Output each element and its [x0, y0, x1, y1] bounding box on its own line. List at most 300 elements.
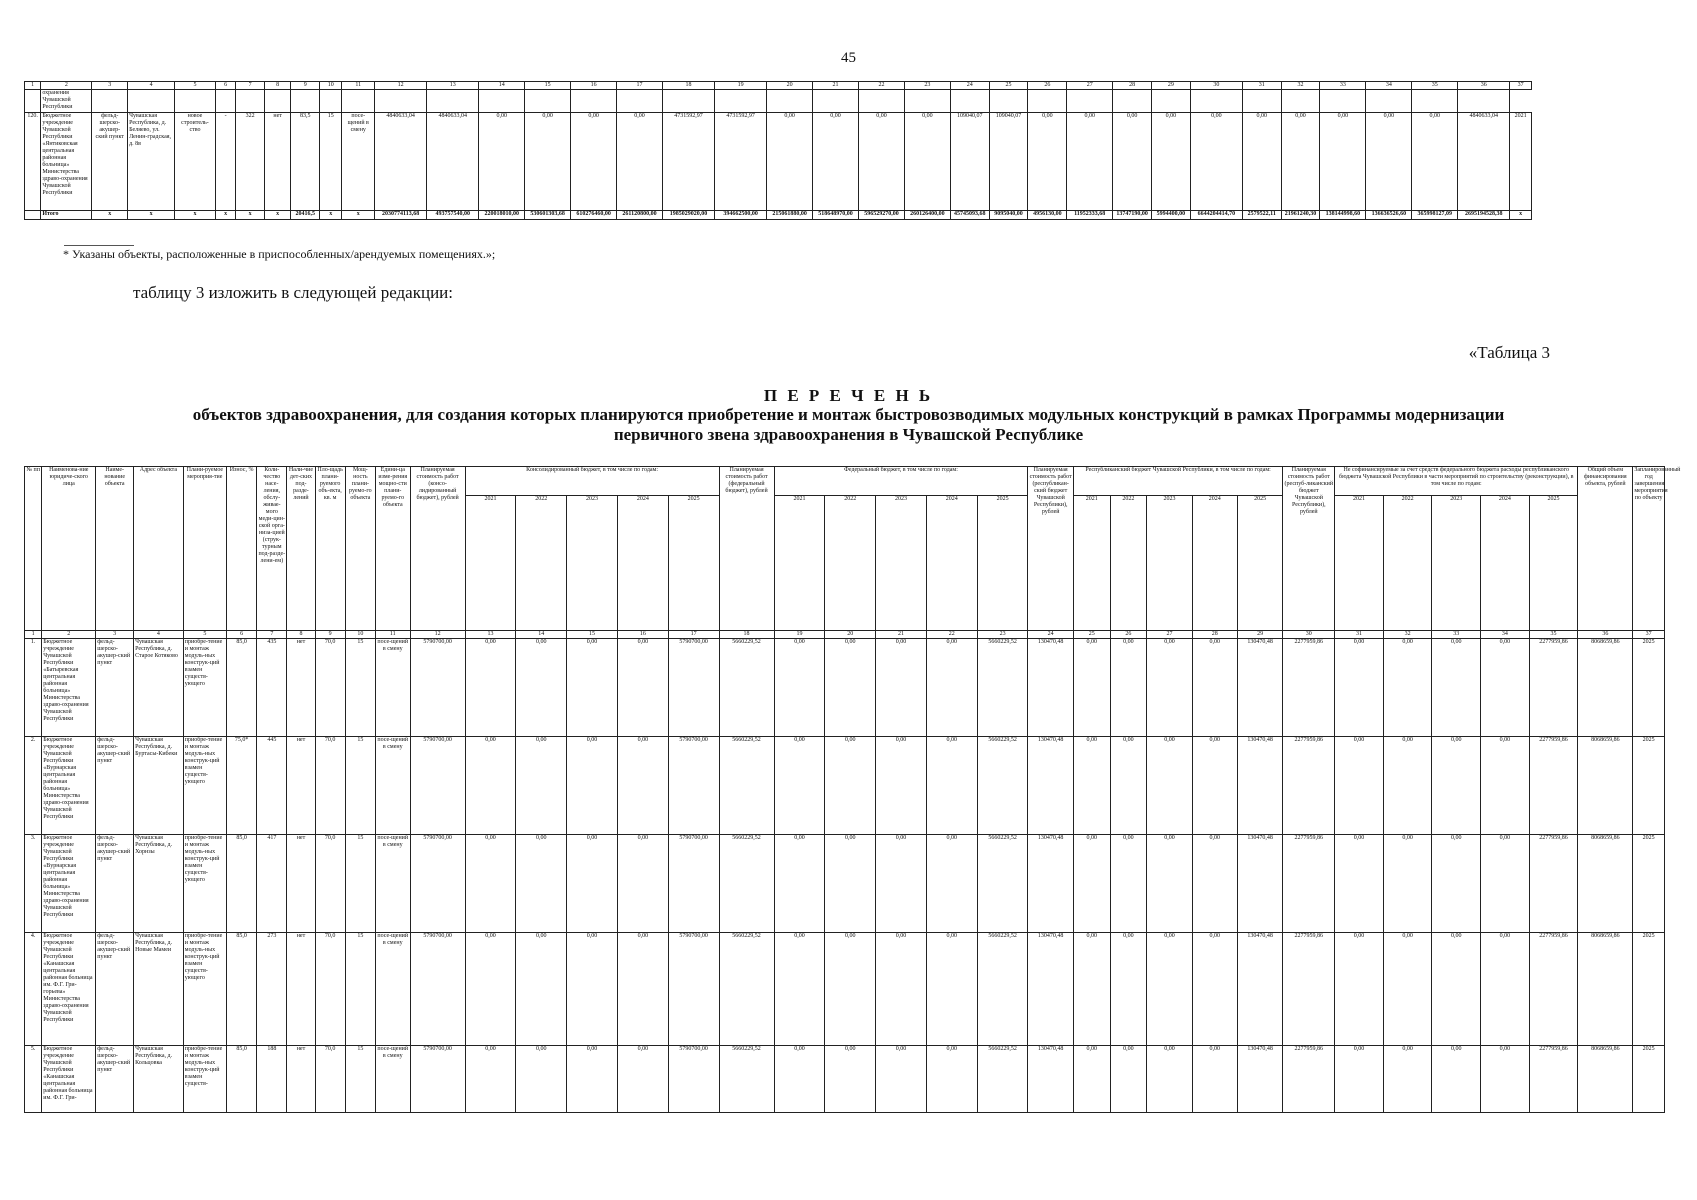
total-cell: 138144998,60 — [1320, 211, 1366, 220]
total-cell: 2695194528,38 — [1458, 211, 1510, 220]
year-header: 2023 — [1432, 496, 1481, 631]
table-cell: 0,00 — [1383, 933, 1432, 1046]
table-cell: 4731592,97 — [662, 113, 714, 211]
table-cell: 5790700,00 — [410, 1046, 465, 1113]
table-cell: 5660229,52 — [977, 835, 1028, 933]
col-completion-year: Запланированный год завершения мероприятия по объекту — [1633, 467, 1665, 631]
table-cell: Бюджетное учреждение Чувашской Республики «Вурнарская центральная районная больница» Министерства здраво-охранения Чувашской Республики — [42, 835, 96, 933]
column-number-row — [25, 631, 1665, 639]
table-cell: 0,00 — [1110, 1046, 1147, 1113]
table-cell: 0,00 — [876, 1046, 927, 1113]
column-number: 13 — [465, 631, 516, 639]
total-cell: x — [236, 211, 265, 220]
column-number: 19 — [774, 631, 825, 639]
table-cell: 0,00 — [926, 1046, 977, 1113]
col-no: № пп — [25, 467, 42, 631]
table-row — [25, 1046, 1665, 1113]
table-cell: 2021 — [1510, 113, 1532, 211]
col-planned-federal: Планируемая стоимость работ (федеральный бюджет), рублей — [719, 467, 774, 631]
table-cell: 0,00 — [1192, 835, 1237, 933]
table-cell: Бюджетное учреждение Чувашской Республики «Батыревская центральная районная больница» Министерства здраво-охранения Чувашской Республики — [42, 639, 96, 737]
table-cell: 109040,07 — [989, 113, 1028, 211]
table-cell: 0,00 — [1147, 1046, 1192, 1113]
table-cell: 5790700,00 — [668, 1046, 719, 1113]
table-cell: приобре-тение и монтаж модуль-ных конструк-ций взамен существ-ующего — [183, 639, 226, 737]
table-cell: Бюджетное учреждение Чувашской Республики «Канашская центральная районная больница им. Ф.Г. Гри- — [42, 1046, 96, 1113]
table-cell: 5660229,52 — [719, 639, 774, 737]
table-cell: 5790700,00 — [668, 835, 719, 933]
column-number: 12 — [410, 631, 465, 639]
column-number: 3 — [92, 82, 128, 90]
table-cell: 0,00 — [516, 1046, 567, 1113]
year-header: 2021 — [1073, 496, 1110, 631]
table-cell: 0,00 — [1073, 933, 1110, 1046]
table-cell: 0,00 — [813, 113, 859, 211]
total-cell: 2030774113,68 — [375, 211, 427, 220]
table-cell: 5660229,52 — [977, 737, 1028, 835]
table-cell: 0,00 — [567, 835, 618, 933]
table-cell: 0,00 — [904, 113, 950, 211]
table-cell: 15 — [319, 113, 341, 211]
column-number: 33 — [1320, 82, 1366, 90]
table-cell: 0,00 — [1335, 737, 1384, 835]
column-number: 31 — [1335, 631, 1384, 639]
total-cell: x — [128, 211, 175, 220]
column-number: 28 — [1113, 82, 1152, 90]
column-number: 29 — [1151, 82, 1190, 90]
column-number: 10 — [345, 631, 375, 639]
table-cell: 83,5 — [291, 113, 320, 211]
table-cell: 15 — [345, 1046, 375, 1113]
total-cell: 215061880,00 — [767, 211, 813, 220]
table-cell: 0,00 — [1383, 737, 1432, 835]
table-cell: 0,00 — [567, 933, 618, 1046]
table-cell: 0,00 — [465, 639, 516, 737]
table-cell: 0,00 — [767, 113, 813, 211]
total-cell: x — [342, 211, 375, 220]
table-cell: 2277959,86 — [1529, 639, 1578, 737]
total-cell: 610276460,00 — [571, 211, 617, 220]
main-table — [24, 466, 1681, 1113]
table-cell: 0,00 — [858, 113, 904, 211]
table-cell: 0,00 — [1432, 737, 1481, 835]
table-cell: 70,0 — [315, 1046, 345, 1113]
table-cell: 0,00 — [825, 1046, 876, 1113]
table-cell: 0,00 — [465, 1046, 516, 1113]
column-number: 6 — [215, 82, 235, 90]
total-cell: 1985029020,00 — [662, 211, 714, 220]
year-header: 2021 — [1335, 496, 1384, 631]
table-cell: 130470,48 — [1237, 1046, 1282, 1113]
table-cell: нет — [287, 933, 315, 1046]
table-cell: 2277959,86 — [1529, 1046, 1578, 1113]
table-cell: новое строитель-ство — [175, 113, 216, 211]
table-cell: 0,00 — [1383, 1046, 1432, 1113]
col-planned-event: Плани-руемое мероприя-тие — [183, 467, 226, 631]
table-cell: 0,00 — [876, 835, 927, 933]
table-cell: 0,00 — [926, 835, 977, 933]
table-cell: фельд-шерско-акушер-ский пункт — [96, 639, 134, 737]
table-cell: 0,00 — [1073, 1046, 1110, 1113]
table-cell: нет — [264, 113, 291, 211]
total-cell: x — [175, 211, 216, 220]
col-total-volume: Общий объем финансирования объекта, рублей — [1578, 467, 1633, 631]
table-cell: 0,00 — [1281, 113, 1320, 211]
column-number: 21 — [876, 631, 927, 639]
footnote-divider — [64, 245, 134, 246]
col-wear: Износ, % — [226, 467, 256, 631]
year-header: 2022 — [1110, 496, 1147, 631]
table-cell: 2. — [25, 737, 42, 835]
column-number: 5 — [183, 631, 226, 639]
column-number: 9 — [315, 631, 345, 639]
table-cell: 188 — [257, 1046, 287, 1113]
column-number: 16 — [571, 82, 617, 90]
table-cell: 0,00 — [876, 933, 927, 1046]
table-cell: 5790700,00 — [668, 737, 719, 835]
total-cell: 394662500,00 — [715, 211, 767, 220]
total-row — [25, 211, 1532, 220]
table-cell: 0,00 — [617, 835, 668, 933]
table-cell: 8068659,86 — [1578, 639, 1633, 737]
column-number: 30 — [1190, 82, 1242, 90]
column-number: 26 — [1028, 82, 1067, 90]
column-number: 4 — [134, 631, 184, 639]
table-cell: Чувашская Республика, д. Хорнзы — [134, 835, 184, 933]
column-number: 36 — [1458, 82, 1510, 90]
column-number: 11 — [342, 82, 375, 90]
table-cell: 0,00 — [479, 113, 525, 211]
table-cell: 0,00 — [617, 1046, 668, 1113]
table-cell: 130470,48 — [1237, 835, 1282, 933]
table-cell: 5660229,52 — [719, 1046, 774, 1113]
col-unit: Едини-ца изме-рения мощно-сти плани-руемо-го объекта — [375, 467, 410, 631]
carry-row — [25, 90, 1532, 113]
column-number: 5 — [175, 82, 216, 90]
table-cell: 8068659,86 — [1578, 737, 1633, 835]
table-cell: 0,00 — [1481, 639, 1530, 737]
table-cell: 2277959,86 — [1283, 639, 1335, 737]
col-planned-cost: Планируемая стоимость работ (консо-лидированный бюджет), рублей — [410, 467, 465, 631]
table-cell: 0,00 — [1481, 1046, 1530, 1113]
table-cell: 0,00 — [465, 835, 516, 933]
col-power: Мощ-ность плани-руемо-го объекта — [345, 467, 375, 631]
column-number: 1 — [25, 631, 42, 639]
table-cell: нет — [287, 835, 315, 933]
column-number: 25 — [989, 82, 1028, 90]
total-cell: x — [1510, 211, 1532, 220]
table-cell: 0,00 — [525, 113, 571, 211]
column-number: 29 — [1237, 631, 1282, 639]
table-cell: фельд-шерско-акушер-ский пункт — [96, 1046, 134, 1113]
table-cell: 5790700,00 — [410, 933, 465, 1046]
table-cell: 0,00 — [1320, 113, 1366, 211]
column-number: 25 — [1073, 631, 1110, 639]
table-row — [25, 933, 1665, 1046]
table-cell: 0,00 — [1073, 737, 1110, 835]
table-cell: 5790700,00 — [668, 933, 719, 1046]
year-header: 2022 — [1383, 496, 1432, 631]
column-number: 24 — [1028, 631, 1073, 639]
column-number: 11 — [375, 631, 410, 639]
column-number: 2 — [41, 82, 92, 90]
table-cell: посе-щений в смену — [375, 1046, 410, 1113]
total-cell: 493757540,00 — [427, 211, 479, 220]
total-cell: 11952333,68 — [1067, 211, 1113, 220]
table-cell: 2277959,86 — [1283, 737, 1335, 835]
table-cell: 130470,48 — [1237, 933, 1282, 1046]
col-consolidated: Консолидированный бюджет, в том числе по годам: — [465, 467, 719, 496]
table-cell: 0,00 — [1110, 835, 1147, 933]
table-cell: 85,0 — [226, 639, 256, 737]
table-cell: 0,00 — [1432, 933, 1481, 1046]
table-cell: 0,00 — [774, 737, 825, 835]
table-cell: 0,00 — [1412, 113, 1458, 211]
table-cell: 445 — [257, 737, 287, 835]
table-row — [25, 737, 1665, 835]
table-cell: 0,00 — [774, 933, 825, 1046]
table-cell: 2277959,86 — [1529, 933, 1578, 1046]
table-cell: 0,00 — [617, 113, 663, 211]
table-cell: 0,00 — [567, 1046, 618, 1113]
column-number: 20 — [767, 82, 813, 90]
table-cell: 0,00 — [465, 933, 516, 1046]
table-cell: 120. — [25, 113, 41, 211]
total-cell: 21961240,30 — [1281, 211, 1320, 220]
col-children: Нали-чие дет-ских под-разде-лений — [287, 467, 315, 631]
column-number-row — [25, 82, 1532, 90]
total-cell: 9095040,00 — [989, 211, 1028, 220]
column-number: 23 — [904, 82, 950, 90]
table-cell: Бюджетное учреждение Чувашской Республики «Янтиковская центральная районная больница» Министерства здраво-охранения Чувашской Республики — [41, 113, 92, 211]
table-cell: 5660229,52 — [977, 1046, 1028, 1113]
table-cell: фельд-шерско-акушер-ский пункт — [96, 933, 134, 1046]
table-cell: 2025 — [1633, 639, 1665, 737]
column-number: 37 — [1510, 82, 1532, 90]
table-cell: 0,00 — [1366, 113, 1412, 211]
table-cell: 4840633,04 — [1458, 113, 1510, 211]
table-cell: 0,00 — [1432, 1046, 1481, 1113]
year-header: 2025 — [977, 496, 1028, 631]
table-cell: 5660229,52 — [719, 933, 774, 1046]
table-cell: 15 — [345, 639, 375, 737]
table-cell: Чувашская Республика, д. Старое Котяково — [134, 639, 184, 737]
table-cell: нет — [287, 639, 315, 737]
table-cell: 0,00 — [617, 933, 668, 1046]
col-area: Пло-щадь плани-руемого объ-екта, кв. м — [315, 467, 345, 631]
table-cell: 0,00 — [1110, 933, 1147, 1046]
column-number: 27 — [1067, 82, 1113, 90]
year-header: 2023 — [876, 496, 927, 631]
table-cell: 2277959,86 — [1283, 835, 1335, 933]
table-cell: 3. — [25, 835, 42, 933]
column-number: 6 — [226, 631, 256, 639]
table-cell: 5790700,00 — [410, 639, 465, 737]
total-cell: 220018010,00 — [479, 211, 525, 220]
table-cell: 322 — [236, 113, 265, 211]
table-cell: 130470,48 — [1028, 1046, 1073, 1113]
table-row — [25, 639, 1665, 737]
column-number: 27 — [1147, 631, 1192, 639]
table-cell: посе-щений в смену — [375, 737, 410, 835]
year-header: 2025 — [1529, 496, 1578, 631]
total-cell: x — [264, 211, 291, 220]
table-cell: 130470,48 — [1028, 737, 1073, 835]
table-cell: 130470,48 — [1028, 933, 1073, 1046]
table-cell: 0,00 — [774, 639, 825, 737]
column-number: 17 — [668, 631, 719, 639]
table-cell: 130470,48 — [1237, 639, 1282, 737]
table-cell: 2025 — [1633, 737, 1665, 835]
table-cell: посе-щений в смену — [375, 835, 410, 933]
table-cell: фельд-шерско-акушер-ский пункт — [96, 835, 134, 933]
table-cell: 0,00 — [516, 835, 567, 933]
table-cell: 85,0 — [226, 835, 256, 933]
total-cell — [25, 211, 41, 220]
table-cell: 0,00 — [571, 113, 617, 211]
table-cell: приобре-тение и монтаж модуль-ных конструк-ций взамен существ-ующего — [183, 933, 226, 1046]
table-cell: 5660229,52 — [719, 737, 774, 835]
column-number: 8 — [287, 631, 315, 639]
table-cell: 0,00 — [876, 639, 927, 737]
column-number: 10 — [319, 82, 341, 90]
table-cell: 0,00 — [1147, 835, 1192, 933]
year-header: 2021 — [774, 496, 825, 631]
column-number: 13 — [427, 82, 479, 90]
total-cell: 20416,5 — [291, 211, 320, 220]
header-row-1 — [25, 467, 1665, 496]
column-number: 33 — [1432, 631, 1481, 639]
column-number: 34 — [1366, 82, 1412, 90]
table-cell: приобре-тение и монтаж модуль-ных конструк-ций взамен существ-ующего — [183, 737, 226, 835]
table-cell: 0,00 — [926, 933, 977, 1046]
year-header: 2022 — [825, 496, 876, 631]
year-header: 2025 — [1237, 496, 1282, 631]
table-cell: 70,0 — [315, 639, 345, 737]
total-cell: 261120800,00 — [617, 211, 663, 220]
table-cell: 0,00 — [465, 737, 516, 835]
column-number: 24 — [950, 82, 989, 90]
total-cell: 260126400,00 — [904, 211, 950, 220]
table-cell: 4. — [25, 933, 42, 1046]
col-planned-republic: Планируемая стоимость работ (республикан-ский бюджет Чувашской Республики), рублей — [1028, 467, 1073, 631]
table-cell: 0,00 — [1028, 113, 1067, 211]
table-cell: 417 — [257, 835, 287, 933]
col-republic: Республиканский бюджет Чувашской Республики, в том числе по годам: — [1073, 467, 1283, 496]
table-cell: Чувашская Республика, д. Буртасы-Кибеки — [134, 737, 184, 835]
table-cell: нет — [287, 1046, 315, 1113]
table-reference: «Таблица 3 — [1468, 343, 1550, 362]
column-number: 32 — [1281, 82, 1320, 90]
table-cell: 5. — [25, 1046, 42, 1113]
total-cell: 518648970,00 — [813, 211, 859, 220]
table-cell: 5790700,00 — [410, 737, 465, 835]
subtitle-line-1: объектов здравоохранения, для создания которых планируются приобретение и монтаж быстровозводимых модульных конструкций в рамках Программы модернизации — [192, 405, 1505, 424]
table-cell: 0,00 — [516, 639, 567, 737]
column-number: 18 — [662, 82, 714, 90]
table-cell: 273 — [257, 933, 287, 1046]
table-cell: 0,00 — [617, 639, 668, 737]
table-cell: 2277959,86 — [1529, 835, 1578, 933]
column-number: 4 — [128, 82, 175, 90]
total-cell: 596529270,00 — [858, 211, 904, 220]
table-cell: 0,00 — [1113, 113, 1152, 211]
col-legal-name: Наименова-ние юридиче-ского лица — [42, 467, 96, 631]
column-number: 22 — [858, 82, 904, 90]
table-cell: 0,00 — [1481, 835, 1530, 933]
table-cell: 0,00 — [1192, 639, 1237, 737]
instruction-text: таблицу 3 изложить в следующей редакции: — [133, 283, 453, 302]
column-number: 19 — [715, 82, 767, 90]
total-cell: x — [92, 211, 128, 220]
table-cell: посе-щений в смену — [375, 639, 410, 737]
column-number: 37 — [1633, 631, 1665, 639]
table-cell: 0,00 — [1192, 737, 1237, 835]
total-cell: 365998127,09 — [1412, 211, 1458, 220]
table-cell: 0,00 — [1481, 933, 1530, 1046]
column-number: 9 — [291, 82, 320, 90]
table-cell: 70,0 — [315, 835, 345, 933]
table-cell: 0,00 — [1192, 1046, 1237, 1113]
table-cell: посе-щений в смену — [375, 933, 410, 1046]
table-cell: 2277959,86 — [1283, 1046, 1335, 1113]
table-cell: 0,00 — [825, 933, 876, 1046]
column-number: 18 — [719, 631, 774, 639]
table-cell: 0,00 — [926, 737, 977, 835]
table-cell: нет — [287, 737, 315, 835]
subtitle-line-2: первичного звена здравоохранения в Чувашской Республике — [613, 425, 1084, 444]
table-cell: 0,00 — [825, 737, 876, 835]
table-cell: 0,00 — [926, 639, 977, 737]
table-cell: 435 — [257, 639, 287, 737]
table-cell: 4840633,04 — [427, 113, 479, 211]
table-cell: 0,00 — [1335, 1046, 1384, 1113]
column-number: 30 — [1283, 631, 1335, 639]
total-cell: x — [319, 211, 341, 220]
table-cell: 0,00 — [1192, 933, 1237, 1046]
table-cell: 0,00 — [567, 737, 618, 835]
total-cell: 530601303,68 — [525, 211, 571, 220]
column-number: 32 — [1383, 631, 1432, 639]
table-cell: 0,00 — [1147, 933, 1192, 1046]
col-object-name: Наиме-нование объекта — [96, 467, 134, 631]
table-cell: 0,00 — [1151, 113, 1190, 211]
table-cell: 5660229,52 — [719, 835, 774, 933]
col-noncofinanced: Не софинансируемые за счет средств федерального бюджета расходы республиканского бюджета Чувашской Республики в части мероприятий по строительству (реконструкции), в том числе по годам: — [1335, 467, 1578, 496]
year-header: 2023 — [567, 496, 618, 631]
table-cell: приобре-тение и монтаж модуль-ных конструк-ций взамен существ-ующего — [183, 835, 226, 933]
table-cell: 0,00 — [1110, 737, 1147, 835]
table-cell: 1. — [25, 639, 42, 737]
total-cell: 4956130,00 — [1028, 211, 1067, 220]
table-cell: 8068659,86 — [1578, 835, 1633, 933]
table-cell: приобре-тение и монтаж модуль-ных конструк-ций взамен существ- — [183, 1046, 226, 1113]
table-cell: 0,00 — [825, 639, 876, 737]
table-cell: - — [215, 113, 235, 211]
table-cell: Чувашская Республика, д. Кольцовка — [134, 1046, 184, 1113]
table-cell: 130470,48 — [1237, 737, 1282, 835]
table-cell: 0,00 — [1067, 113, 1113, 211]
table-cell: 15 — [345, 835, 375, 933]
table-cell: 0,00 — [1335, 835, 1384, 933]
table-cell: 5790700,00 — [410, 835, 465, 933]
table-cell: 130470,48 — [1028, 639, 1073, 737]
column-number: 34 — [1481, 631, 1530, 639]
total-cell: Итого — [41, 211, 92, 220]
table-cell: 0,00 — [1242, 113, 1281, 211]
total-cell: 5994400,00 — [1151, 211, 1190, 220]
table-cell: 2277959,86 — [1529, 737, 1578, 835]
